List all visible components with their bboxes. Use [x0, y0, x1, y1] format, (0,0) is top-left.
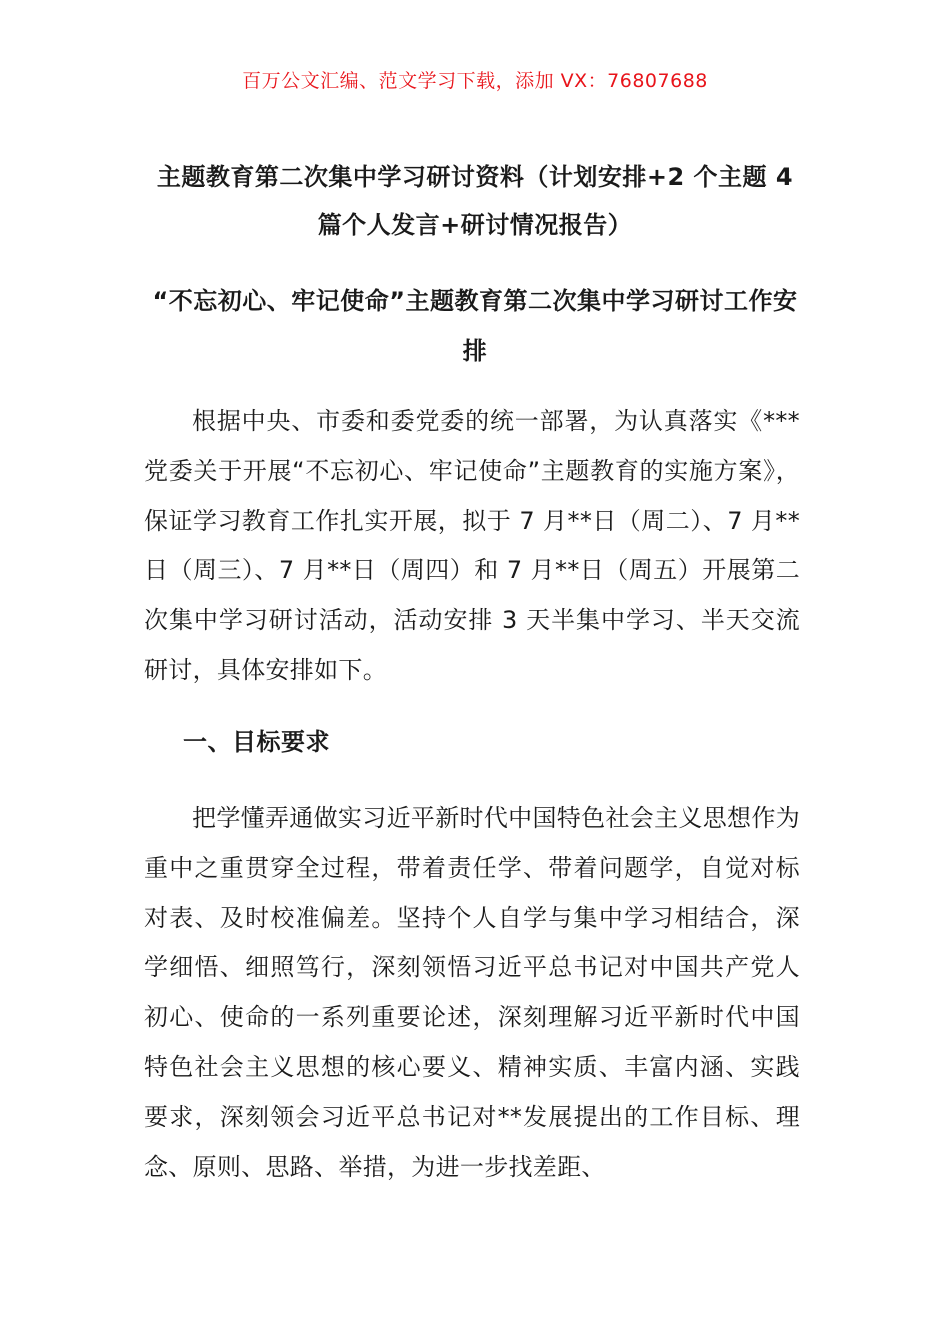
document-title: 主题教育第二次集中学习研讨资料（计划安排+2 个主题 4 篇个人发言+研讨情况报告） [156, 163, 794, 239]
section-title: “不忘初心、牢记使命”主题教育第二次集中学习研讨工作安排 [152, 287, 798, 365]
body-paragraph-1: 根据中央、市委和委党委的统一部署，为认真落实《***党委关于开展“不忘初心、牢记使命”主题教育的实施方案》，保证学习教育工作扎实开展，拟于 7 月**日（周二）、7 月**日（周三）、7 月**日（周四）和 7 月**日（周五）开展第二次集中学习研讨活动，活动安排 3 天半集中学习、半天交流研讨，具体安排如下。 [144, 407, 800, 684]
header-note: 百万公文汇编、范文学习下载，添加 VX：76807688 [242, 70, 708, 92]
heading-objectives: 一、目标要求 [183, 728, 330, 756]
body-paragraph-2: 把学懂弄通做实习近平新时代中国特色社会主义思想作为重中之重贯穿全过程，带着责任学、带着问题学，自觉对标对表、及时校准偏差。坚持个人自学与集中学习相结合，深学细悟、细照笃行，深刻领悟习近平总书记对中国共产党人初心、使命的一系列重要论述，深刻理解习近平新时代中国特色社会主义思想的核心要义、精神实质、丰富内涵、实践要求，深刻领会习近平总书记对**发展提出的工作目标、理念、原则、思路、举措，为进一步找差距、 [144, 804, 800, 1181]
